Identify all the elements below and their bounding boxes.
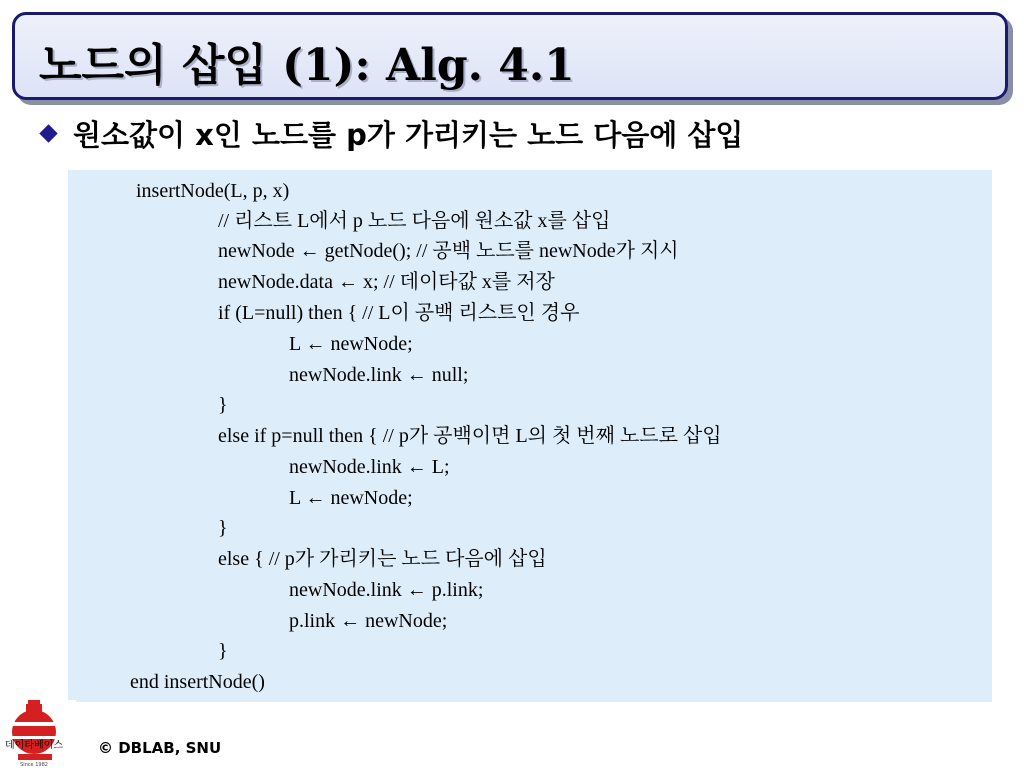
code-line: else if p=null then { // p가 공백이면 L의 첫 번째 노드로 삽입 <box>218 425 722 447</box>
code-line: newNode.data ← x; // 데이타값 x를 저장 <box>218 271 555 293</box>
dblab-logo-icon <box>0 700 76 768</box>
logo-since-text: Since 1982 <box>20 762 48 768</box>
bullet-text: 원소값이 x인 노드를 p가 가리키는 노드 다음에 삽입 <box>73 118 744 152</box>
code-line: if (L=null) then { // L이 공백 리스트인 경우 <box>218 302 580 324</box>
diamond-bullet-icon <box>39 124 57 142</box>
dblab-logo <box>0 700 76 768</box>
code-line: L ← newNode; <box>289 487 413 509</box>
code-line: newNode.link ← p.link; <box>289 579 484 601</box>
code-line: p.link ← newNode; <box>289 610 448 632</box>
slide-title: 노드의 삽입 (1): Alg. 4.1 <box>39 40 575 91</box>
title-box <box>12 12 1008 100</box>
code-line: // 리스트 L에서 p 노드 다음에 원소값 x를 삽입 <box>218 210 611 232</box>
code-line: newNode.link ← L; <box>289 456 450 478</box>
code-line: newNode.link ← null; <box>289 364 469 386</box>
code-line: } <box>218 394 228 416</box>
code-line: L ← newNode; <box>289 333 413 355</box>
code-line: else { // p가 가리키는 노드 다음에 삽입 <box>218 548 547 570</box>
code-line: } <box>218 517 228 539</box>
code-line: end insertNode() <box>130 671 265 693</box>
code-line: newNode ← getNode(); // 공백 노드를 newNode가 지시 <box>218 240 679 262</box>
logo-text: 데이타베이스 <box>5 740 63 751</box>
code-line: } <box>218 640 228 662</box>
code-line: insertNode(L, p, x) <box>136 180 290 202</box>
code-block <box>68 170 992 702</box>
bullet-point <box>38 113 743 154</box>
copyright-footer: © DBLAB, SNU <box>98 739 222 757</box>
